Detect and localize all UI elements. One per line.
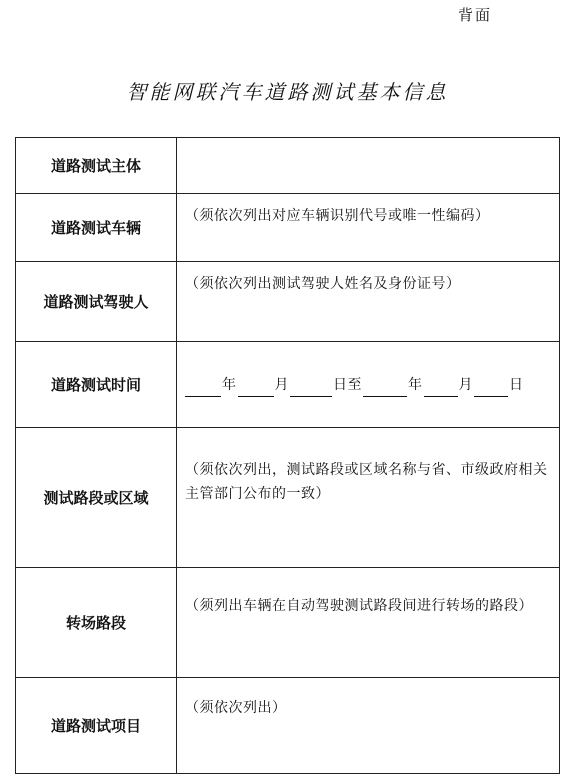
unit-label: 年 bbox=[408, 376, 423, 393]
year-end-blank bbox=[363, 380, 407, 397]
row-value-transfer-road: （须列出车辆在自动驾驶测试路段间进行转场的路段） bbox=[177, 568, 560, 678]
table-row bbox=[16, 262, 560, 342]
row-value-test-driver: （须依次列出测试驾驶人姓名及身份证号） bbox=[177, 262, 560, 342]
row-value-test-items: （须依次列出） bbox=[177, 678, 560, 774]
unit-label: 月 bbox=[458, 376, 473, 393]
date-range-line bbox=[185, 373, 553, 397]
table-row bbox=[16, 194, 560, 262]
row-label-test-vehicle: 道路测试车辆 bbox=[16, 194, 177, 262]
road-test-info-table bbox=[15, 137, 560, 774]
page-side-note: 背面 bbox=[458, 6, 493, 24]
year-start-blank bbox=[185, 380, 221, 397]
row-label-test-entity: 道路测试主体 bbox=[16, 138, 177, 194]
row-label-test-time: 道路测试时间 bbox=[16, 342, 177, 428]
unit-label: 月 bbox=[274, 376, 289, 393]
row-value-test-vehicle: （须依次列出对应车辆识别代号或唯一性编码） bbox=[177, 194, 560, 262]
table-row bbox=[16, 678, 560, 774]
unit-label: 日 bbox=[509, 376, 524, 393]
month-start-blank bbox=[238, 380, 274, 397]
row-label-test-driver: 道路测试驾驶人 bbox=[16, 262, 177, 342]
row-label-test-road-area: 测试路段或区域 bbox=[16, 428, 177, 568]
document-title: 智能网联汽车道路测试基本信息 bbox=[126, 80, 449, 104]
row-value-test-time bbox=[177, 342, 560, 428]
table-row bbox=[16, 428, 560, 568]
row-value-test-road-area: （须依次列出，测试路段或区域名称与省、市级政府相关主管部门公布的一致） bbox=[177, 428, 560, 568]
day-end-blank bbox=[474, 380, 508, 397]
month-end-blank bbox=[424, 380, 458, 397]
row-label-test-items: 道路测试项目 bbox=[16, 678, 177, 774]
row-label-transfer-road: 转场路段 bbox=[16, 568, 177, 678]
table-row bbox=[16, 568, 560, 678]
day-start-blank bbox=[290, 380, 332, 397]
table-row bbox=[16, 342, 560, 428]
row-value-test-entity bbox=[177, 138, 560, 194]
unit-label: 年 bbox=[222, 376, 237, 393]
table-row bbox=[16, 138, 560, 194]
unit-label: 日至 bbox=[333, 376, 362, 393]
